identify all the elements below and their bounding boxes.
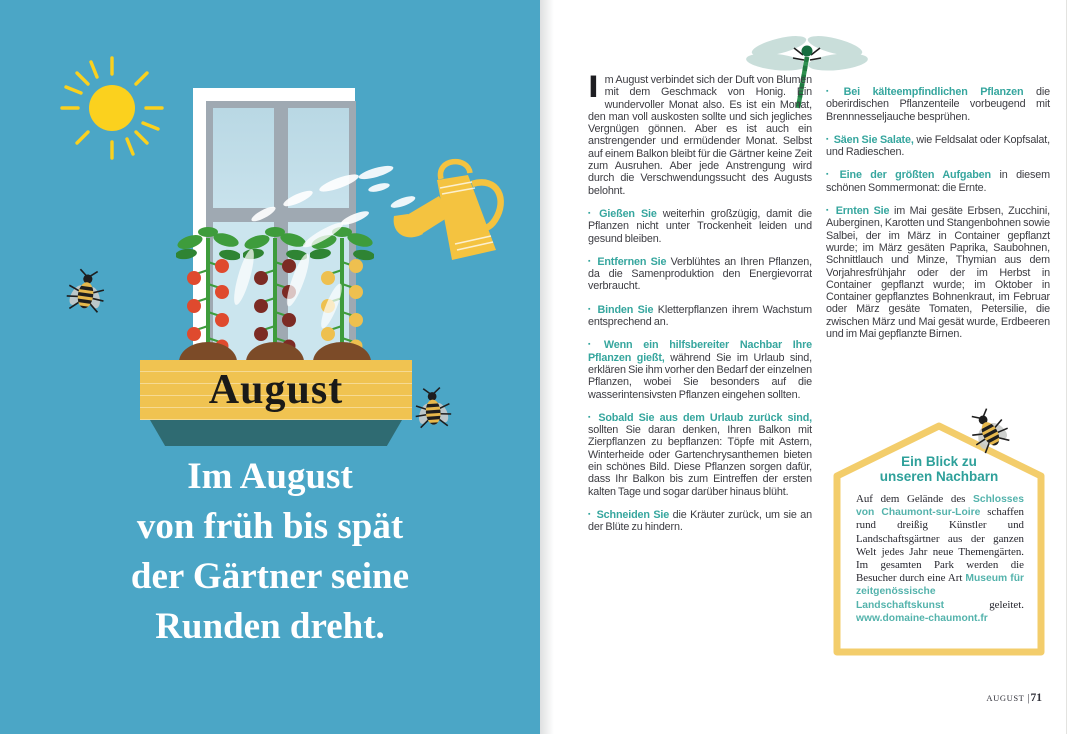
page-footer [986,688,1042,706]
sun-icon [52,48,172,168]
tip-paragraph [826,134,1050,159]
drop-cap: I [588,70,599,104]
square-bullet: ▪ [588,413,594,421]
tip-paragraph [588,304,812,329]
neighbors-info-box [833,421,1045,657]
square-bullet: ▪ [826,135,829,143]
info-box-title-line1: Ein Blick zu [901,454,977,469]
info-box-title-line2: unseren Nachbarn [879,469,999,484]
tip-text: weiterhin großzügig, damit die Pflanzen nicht unter Trockenheit leiden und gesund bleiben. [588,207,812,245]
tip-text: die Kräuter zurück, um sie an der Blüte zu hindern. [588,508,812,534]
square-bullet: ▪ [588,305,593,313]
tip-text: Kletterpflanzen ihrem Wachstum entsprechend an. [588,303,812,329]
square-bullet: ▪ [826,88,839,95]
footer-section: AUGUST [986,693,1025,703]
month-plate-base [150,420,402,446]
tip-paragraph [588,509,812,534]
info-box-text-segment: geleitet. [944,598,1024,611]
tip-text: Verblühtes an Ihren Pflanzen, da die Samenproduktion den Energievorrat verbraucht. [588,255,812,293]
tip-text: in diesem schönen Sommermonat: die Ernte. [826,169,1050,194]
info-box-text-segment: Schlosses von Chaumont-sur-Loire [856,494,1024,519]
square-bullet: ▪ [588,209,595,217]
left-page-headline [20,452,520,652]
tip-text: während Sie im Urlaub sind, erklären Sie ihm vorher den Bedarf der einzelnen Pflanzen, wobei Sie besonders auf die wasserintensivsten Pflanzen eingehen sollten. [588,351,812,401]
intro-paragraph [588,70,812,197]
footer-page-number: 71 [1030,692,1042,704]
tip-paragraph [826,205,1050,340]
month-plate-label: August [208,367,344,413]
tip-paragraph [826,86,1050,123]
water-drop [357,163,394,182]
tip-lead: Sobald Sie aus dem Urlaub zurück sind, [598,411,813,424]
square-bullet: ▪ [588,510,592,518]
square-bullet: ▪ [588,257,593,265]
tip-lead: Gießen Sie [599,207,657,220]
headline-line: von früh bis spät [136,506,404,547]
text-column-2 [826,86,1050,351]
tip-paragraph [826,169,1050,194]
watering-can-icon [392,156,512,268]
tip-text: die oberirdischen Pflanzenteile vorbeugend mit Brennnesseljauche besprühen. [826,86,1050,123]
tip-lead: Säen Sie Salate, [833,133,914,146]
tip-paragraph [588,256,812,293]
water-drop [367,181,390,193]
tip-text: im Mai gesäte Erbsen, Zucchini, Auberginen, Karotten und Stangenbohnen sowie Salbei, der im März in Container gepflanzt wurde; im März gesäten Paprika, Saubohnen, Schnittlauch und Minze, Thymian aus dem Vorjahresfrühjahr oder der im Herbst in Container gepflanzt wurde; im Oktober in Container gepflanztes Bohnenkraut, im Februar oder März gesäte Tomaten, Petersilie, die zwischen März und Mai gesät wurde, Erdbeeren und im Mai gepflanzte Birnen. [826,205,1050,341]
right-page [540,0,1080,734]
headline-line: Im August [187,456,353,497]
tip-lead: Eine der größten Aufgaben [839,169,991,182]
tip-lead: Binden Sie [597,303,654,316]
tip-paragraph [588,208,812,245]
tip-lead: Schneiden Sie [596,508,670,521]
tip-lead: Bei kälteempfindlichen Pflanzen [843,86,1024,98]
headline-line: Runden dreht. [155,606,385,647]
info-box-text-segment: Museum für zeitgenössische Landschaftskunst [856,573,1025,611]
text-column-1 [588,70,813,545]
info-box-body [856,493,1024,625]
intro-text: m August verbindet sich der Duft von Blumen mit dem Geschmack von Honig. Ein wundervoller Monat also. Es ist ein Monat, den man voll auskosten sollte und sich jegliches Vergnügen gönnen. Aber es ist auch ein anstrengender und ermüdender Monat. Selbst auf einem Balkon bleibt für die Gärtner keine Zeit zum Ausruhen. Aber jede Anstrengung wird durch die Verschwendungssucht des Augusts belohnt. [588,74,812,197]
tip-lead: Entfernen Sie [597,255,667,268]
month-plate [140,360,412,420]
tip-paragraph [588,339,812,400]
square-bullet: ▪ [588,341,599,349]
tip-lead: Wenn ein hilfsbereiter Nachbar Ihre Pflanzen gießt, [588,339,812,364]
page-edge-line [1066,0,1067,734]
info-box-text-segment: schaffen rund dreißig Künstler und Landschaftsgärtner aus der ganzen Welt jedes Jahr neue Themengärten. Im gesamten Park werden die Besucher durch eine Art [856,506,1024,585]
tip-paragraph [588,412,812,498]
headline-line: der Gärtner seine [130,556,410,597]
tips-list-1 [588,208,812,534]
left-page [0,0,540,734]
tip-text: wie Feldsalat oder Kopfsalat, und Radieschen. [826,133,1050,159]
footer-separator: | [1027,693,1030,704]
info-box-text-segment: Auf dem Gelände des [856,493,974,505]
wasp-icon [410,385,455,434]
wasp-icon [61,265,111,319]
tip-lead: Ernten Sie [835,205,890,218]
square-bullet: ▪ [826,171,835,179]
tip-text: sollten Sie daran denken, Ihren Balkon mit Zierpflanzen zu bepflanzen: Töpfe mit Astern, Winterheide oder Gartenchrysanthemen bieten ein schönes Bild. Diese Pflanzen sorgen dafür, dass Ihr Balkon bis zum Eintreffen der ersten kalten Tage und sogar darüber hinaus blüht. [588,424,812,498]
square-bullet: ▪ [826,207,831,215]
info-box-title [857,454,1021,484]
window-pane [206,101,281,215]
tips-list-2 [826,86,1050,340]
info-box-text-segment: www.domaine-chaumont.fr [856,612,988,624]
